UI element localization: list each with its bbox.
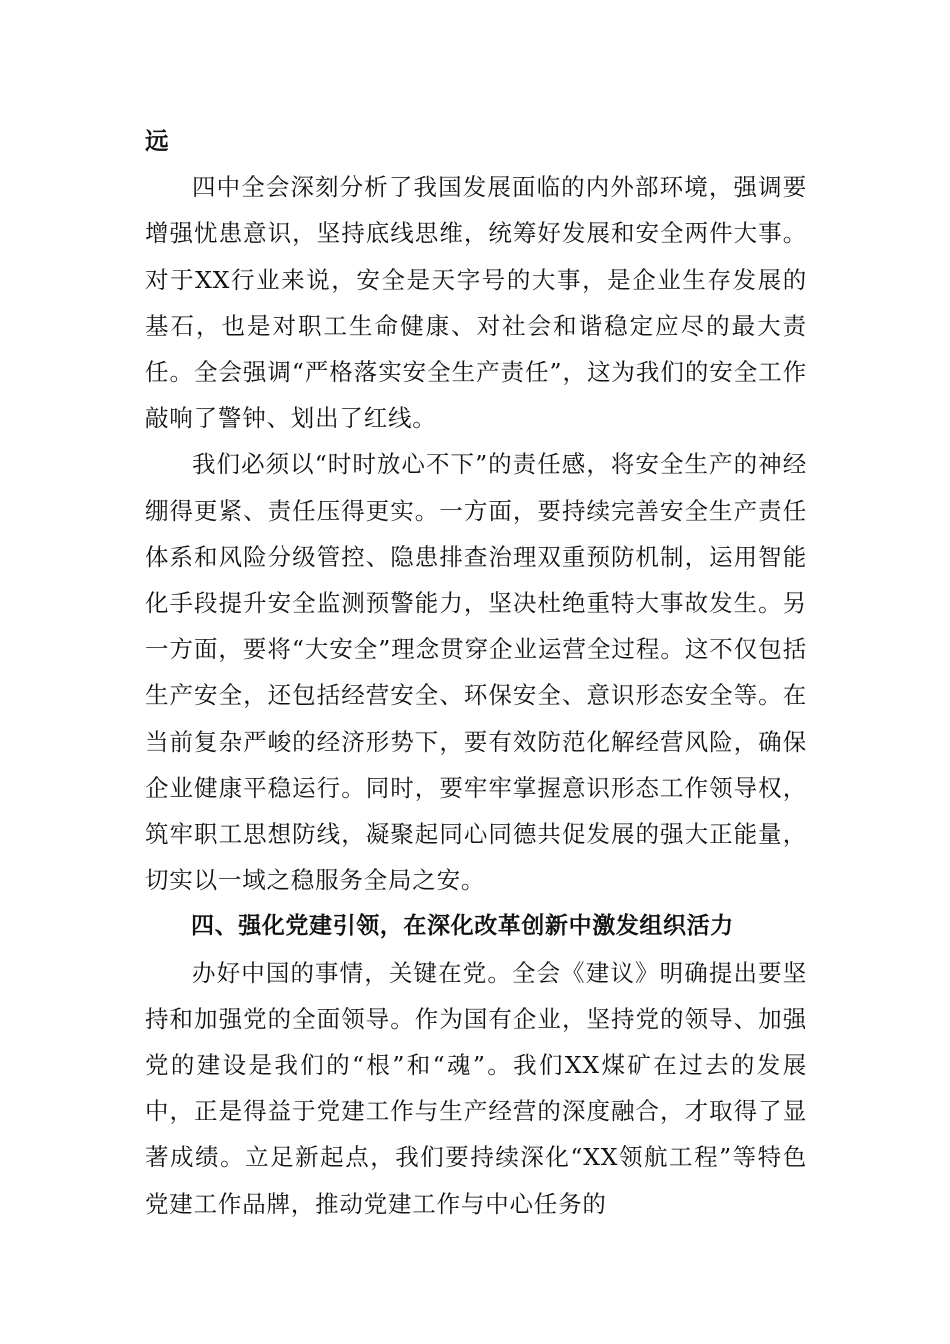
heading-fragment: 远 bbox=[145, 127, 170, 155]
paragraph-party-building: 办好中国的事情，关键在党。全会《建议》明确提出要坚持和加强党的全面领导。作为国有企业，坚持党的领导、加强党的建设是我们的“根”和“魂”。我们XX煤矿在过去的发展中，正是得益于党建工作与生产经营的深度融合，才取得了显著成绩。立足新起点，我们要持续深化“XX领航工程”等特色党建工作品牌，推动党建工作与中心任务的 bbox=[145, 958, 807, 1218]
document-body bbox=[145, 118, 807, 1227]
section-heading: 四、强化党建引领，在深化改革创新中激发组织活力 bbox=[191, 913, 734, 940]
paragraph-responsibility: 我们必须以“时时放心不下”的责任感，将安全生产的神经绷得更紧、责任压得更实。一方面，要持续完善安全生产责任体系和风险分级管控、隐患排查治理双重预防机制，运用智能化手段提升安全监测预警能力，坚决杜绝重特大事故发生。另一方面，要将“大安全”理念贯穿企业运营全过程。这不仅包括生产安全，还包括经营安全、环保安全、意识形态安全等。在当前复杂严峻的经济形势下，要有效防范化解经营风险，确保企业健康平稳运行。同时，要牢牢掌握意识形态工作领导权，筑牢职工思想防线，凝聚起同心同德共促发展的强大正能量，切实以一域之稳服务全局之安。 bbox=[145, 450, 807, 895]
paragraph-safety: 四中全会深刻分析了我国发展面临的内外部环境，强调要增强忧患意识，坚持底线思维，统筹好发展和安全两件大事。对于XX行业来说，安全是天字号的大事，是企业生存发展的基石，也是对职工生命健康、对社会和谐稳定应尽的最大责任。全会强调“严格落实安全生产责任”，这为我们的安全工作敲响了警钟、划出了红线。 bbox=[145, 173, 807, 433]
